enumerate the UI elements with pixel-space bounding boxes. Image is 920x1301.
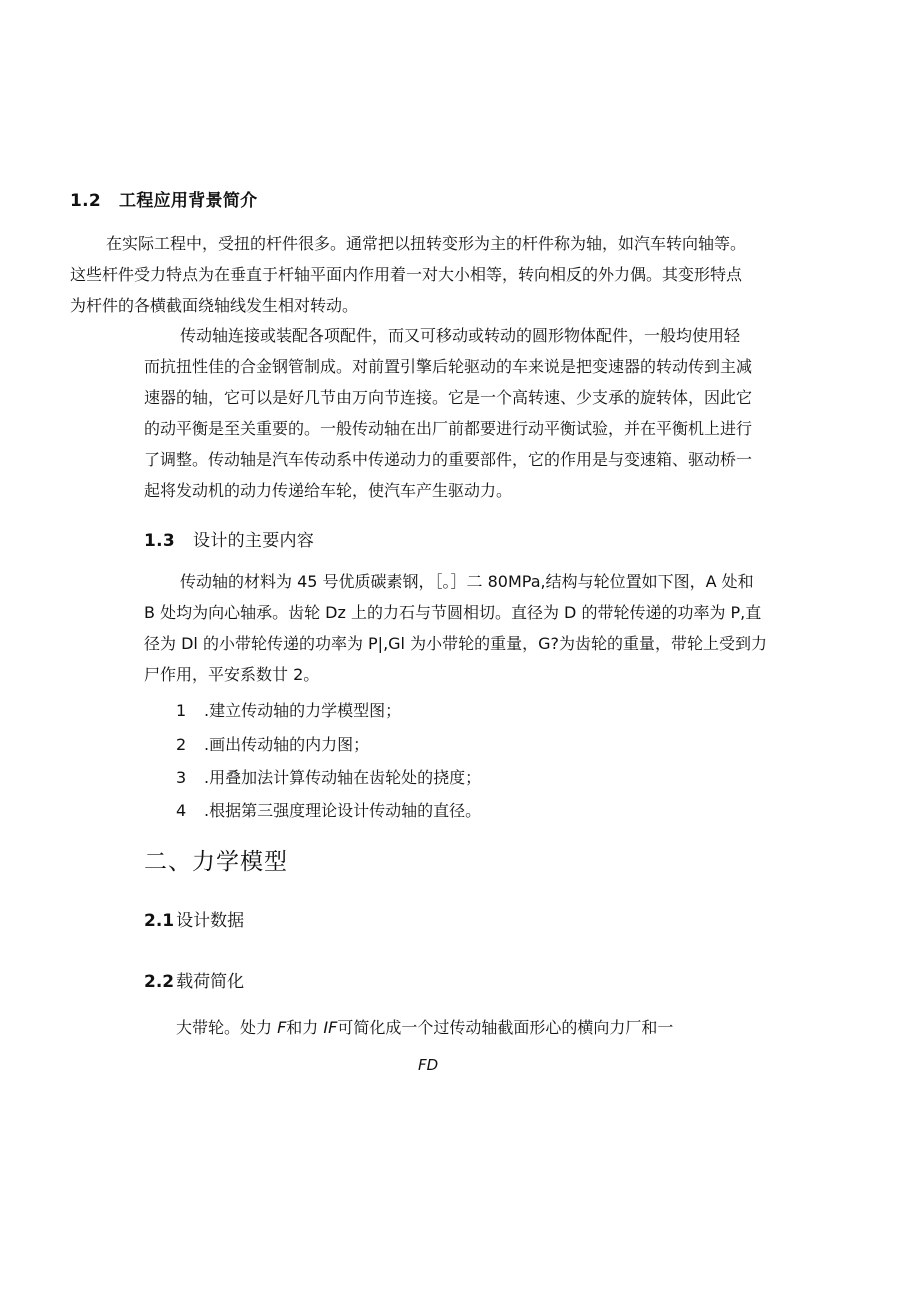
section-heading-1-3 (144, 526, 314, 551)
paragraph-line: 传动轴的材料为 45 号优质碳素钢，［。］二 80MPa,结构与轮位置如下图，A 处和 (180, 572, 754, 591)
task-text: .建立传动轴的力学模型图； (204, 701, 402, 720)
paragraph-line: 而抗扭性佳的合金钢管制成。对前置引擎后轮驱动的车来说是把变速器的转动传到主减 (144, 357, 753, 376)
paragraph-line: 在实际工程中，受扭的杆件很多。通常把以扭转变形为主的杆件称为轴，如汽车转向轴等。 (106, 234, 747, 253)
section-title: 载荷简化 (176, 972, 245, 992)
paragraph-line: 速器的轴，它可以是好几节由万向节连接。它是一个高转速、少支承的旋转体，因此它 (144, 388, 753, 407)
section-title: 设计的主要内容 (193, 531, 315, 551)
symbol-F: F (277, 1018, 287, 1037)
text-run: 和力 (286, 1018, 324, 1037)
paragraph-line: B 处均为向心轴承。齿轮 Dz 上的力石与节圆相切。直径为 D 的带轮传递的功率为 P,直 (144, 603, 762, 622)
paragraph-line: 起将发动机的动力传递给车轮，使汽车产生驱动力。 (144, 481, 513, 500)
paragraph-line: 了调整。传动轴是汽车传动系中传递动力的重要部件，它的作用是与变速箱、驱动桥一 (144, 450, 753, 469)
task-list-item (176, 698, 401, 721)
task-list-item (176, 798, 481, 821)
task-text: .用叠加法计算传动轴在齿轮处的挠度； (204, 768, 482, 787)
task-list-item (176, 765, 481, 788)
section-number: 1.2 (70, 191, 102, 211)
symbol-IF: IF (323, 1018, 338, 1037)
section-heading-1-2 (70, 186, 257, 211)
paragraph-engineering-background (70, 228, 746, 321)
task-number: 1 (176, 701, 187, 720)
paragraph-line: 为杆件的各横截面绕轴线发生相对转动。 (70, 296, 359, 315)
paragraph-line: 这些杆件受力特点为在垂直于杆轴平面内作用着一对大小相等，转向相反的外力偶。其变形特点 (70, 265, 743, 284)
task-number: 4 (176, 801, 187, 820)
task-number: 2 (176, 735, 187, 754)
paragraph-line: 径为 Dl 的小带轮传递的功率为 P|,Gl 为小带轮的重量，G?为齿轮的重量，带轮上受到力 (144, 634, 767, 653)
section-heading-2-1 (144, 906, 244, 931)
section-number: 1.3 (144, 531, 176, 551)
section-number: 2.2 (144, 972, 175, 992)
formula-fragment: FD (418, 1056, 439, 1074)
paragraph-design-content (144, 566, 767, 690)
paragraph-load-simplification (176, 1012, 673, 1043)
text-run: 大带轮。处力 (176, 1018, 278, 1037)
section-heading-2-2 (144, 967, 244, 992)
text-run: 可简化成一个过传动轴截面形心的横向力厂和一 (337, 1018, 674, 1037)
paragraph-line: 的动平衡是至关重要的。一般传动轴在出厂前都要进行动平衡试验，并在平衡机上进行 (144, 419, 753, 438)
task-text: .根据第三强度理论设计传动轴的直径。 (204, 801, 482, 820)
section-title: 设计数据 (176, 911, 245, 931)
chapter-heading-2: 二、力学模型 (144, 849, 288, 875)
task-list-item (176, 732, 369, 755)
section-title: 工程应用背景简介 (119, 191, 258, 211)
paragraph-line: 传动轴连接或装配各项配件，而又可移动或转动的圆形物体配件，一般均使用轻 (180, 326, 741, 345)
section-number: 2.1 (144, 911, 175, 931)
paragraph-drive-shaft (144, 320, 752, 506)
task-number: 3 (176, 768, 187, 787)
task-text: .画出传动轴的内力图； (204, 735, 370, 754)
paragraph-line: 尸作用，平安系数廿 2。 (144, 665, 320, 684)
